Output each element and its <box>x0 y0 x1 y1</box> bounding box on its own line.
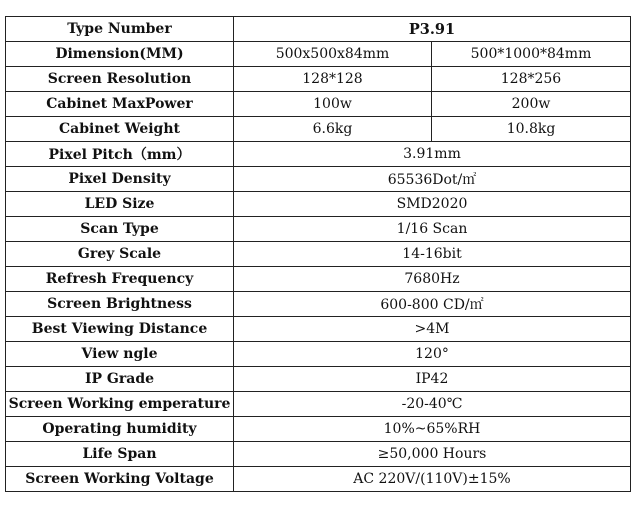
row-label-pixel-density: Pixel Density <box>6 167 234 192</box>
row-value-pixel-pitch-mm: 3.91mm <box>234 142 631 167</box>
table-row <box>6 217 631 242</box>
row-value-dimension-mm-2: 500*1000*84mm <box>432 42 631 67</box>
table-row-header <box>6 17 631 42</box>
spec-table <box>5 16 631 492</box>
row-label-cabinet-maxpower: Cabinet MaxPower <box>6 92 234 117</box>
table-row <box>6 392 631 417</box>
table-row <box>6 267 631 292</box>
spec-table-body <box>6 17 631 492</box>
row-value-screen-brightness: 600-800 CD/㎡ <box>234 292 631 317</box>
row-label-pixel-pitch-mm: Pixel Pitch（mm） <box>6 142 234 167</box>
row-label-screen-working-voltage: Screen Working Voltage <box>6 467 234 492</box>
row-value-view-ngle: 120° <box>234 342 631 367</box>
row-label-ip-grade: IP Grade <box>6 367 234 392</box>
row-value-refresh-frequency: 7680Hz <box>234 267 631 292</box>
row-value-dimension-mm-1: 500x500x84mm <box>234 42 432 67</box>
row-value-led-size: SMD2020 <box>234 192 631 217</box>
table-row <box>6 92 631 117</box>
row-label-cabinet-weight: Cabinet Weight <box>6 117 234 142</box>
row-value-cabinet-weight-2: 10.8kg <box>432 117 631 142</box>
row-value-cabinet-maxpower-1: 100w <box>234 92 432 117</box>
row-value-screen-resolution-2: 128*256 <box>432 67 631 92</box>
row-label-view-ngle: View ngle <box>6 342 234 367</box>
row-value-screen-working-emperature: -20-40℃ <box>234 392 631 417</box>
row-label-screen-working-emperature: Screen Working emperature <box>6 392 234 417</box>
row-value-ip-grade: IP42 <box>234 367 631 392</box>
row-value-life-span: ≥50,000 Hours <box>234 442 631 467</box>
row-label-dimension-mm: Dimension(MM) <box>6 42 234 67</box>
table-row <box>6 142 631 167</box>
row-label-screen-resolution: Screen Resolution <box>6 67 234 92</box>
row-label-screen-brightness: Screen Brightness <box>6 292 234 317</box>
table-row <box>6 242 631 267</box>
table-row <box>6 67 631 92</box>
table-row <box>6 367 631 392</box>
row-value-scan-type: 1/16 Scan <box>234 217 631 242</box>
type-number-value: P3.91 <box>234 17 631 42</box>
table-row <box>6 192 631 217</box>
row-value-operating-humidity: 10%~65%RH <box>234 417 631 442</box>
table-row <box>6 292 631 317</box>
table-row <box>6 117 631 142</box>
row-label-operating-humidity: Operating humidity <box>6 417 234 442</box>
table-row <box>6 42 631 67</box>
table-row <box>6 167 631 192</box>
row-value-cabinet-maxpower-2: 200w <box>432 92 631 117</box>
row-label-led-size: LED Size <box>6 192 234 217</box>
row-label-grey-scale: Grey Scale <box>6 242 234 267</box>
row-label-best-viewing-distance: Best Viewing Distance <box>6 317 234 342</box>
row-label-life-span: Life Span <box>6 442 234 467</box>
table-row <box>6 317 631 342</box>
row-value-best-viewing-distance: >4M <box>234 317 631 342</box>
row-value-grey-scale: 14-16bit <box>234 242 631 267</box>
row-value-cabinet-weight-1: 6.6kg <box>234 117 432 142</box>
row-value-screen-resolution-1: 128*128 <box>234 67 432 92</box>
row-value-screen-working-voltage: AC 220V/(110V)±15% <box>234 467 631 492</box>
table-row <box>6 442 631 467</box>
table-row <box>6 417 631 442</box>
row-label-refresh-frequency: Refresh Frequency <box>6 267 234 292</box>
row-label-scan-type: Scan Type <box>6 217 234 242</box>
type-number-label: Type Number <box>6 17 234 42</box>
table-row <box>6 342 631 367</box>
table-row <box>6 467 631 492</box>
row-value-pixel-density: 65536Dot/㎡ <box>234 167 631 192</box>
